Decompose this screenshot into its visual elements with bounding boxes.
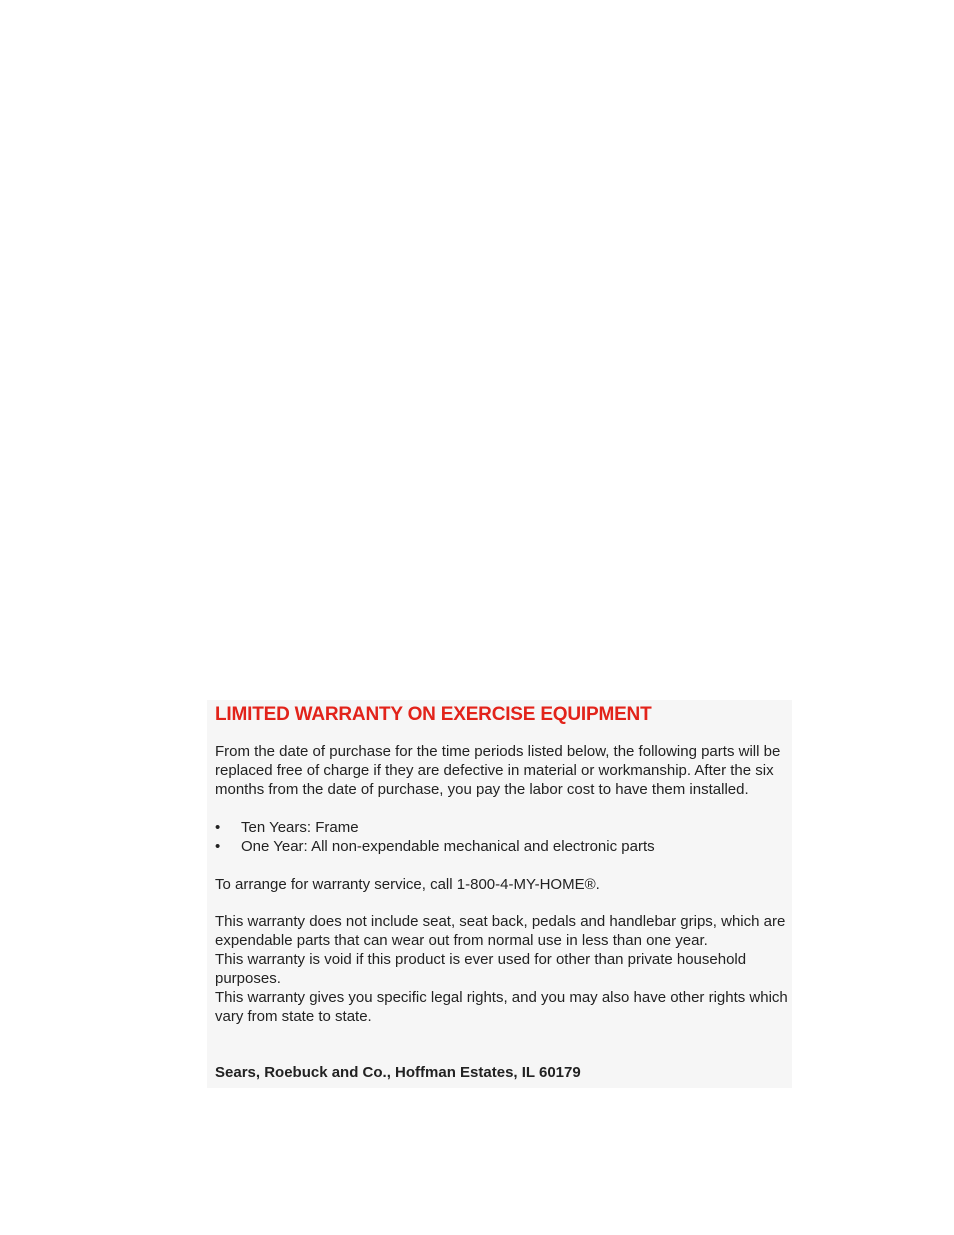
warranty-section: [207, 700, 792, 1088]
coverage-parts: One Year: All non-expendable mechanical and electronic parts: [241, 838, 655, 855]
warranty-exclusions: This warranty does not include seat, seat back, pedals and handlebar grips, which are expendable parts that can wear out from normal use in less than one year.: [215, 913, 786, 949]
warranty-title: LIMITED WARRANTY ON EXERCISE EQUIPMENT: [215, 704, 652, 725]
warranty-intro: From the date of purchase for the time periods listed below, the following parts will be replaced free of charge if they are defective in material or workmanship. After the six months from the date of purchase, you pay the labor cost to have them installed.: [215, 743, 781, 798]
coverage-frame: Ten Years: Frame: [241, 819, 359, 836]
bullet-icon: •: [215, 838, 221, 855]
warranty-coverage-list: [215, 818, 655, 856]
warranty-terms: [215, 912, 790, 1026]
bullet-icon: •: [215, 819, 221, 836]
warranty-company-address: Sears, Roebuck and Co., Hoffman Estates, IL 60179: [215, 1064, 581, 1081]
list-item: [215, 818, 655, 837]
warranty-service-info: To arrange for warranty service, call 1-800-4-MY-HOME®.: [215, 876, 600, 893]
warranty-legal-rights: This warranty gives you specific legal rights, and you may also have other rights which vary from state to state.: [215, 989, 788, 1025]
warranty-void-notice: This warranty is void if this product is ever used for other than private household purposes.: [215, 951, 747, 987]
list-item: [215, 837, 655, 856]
